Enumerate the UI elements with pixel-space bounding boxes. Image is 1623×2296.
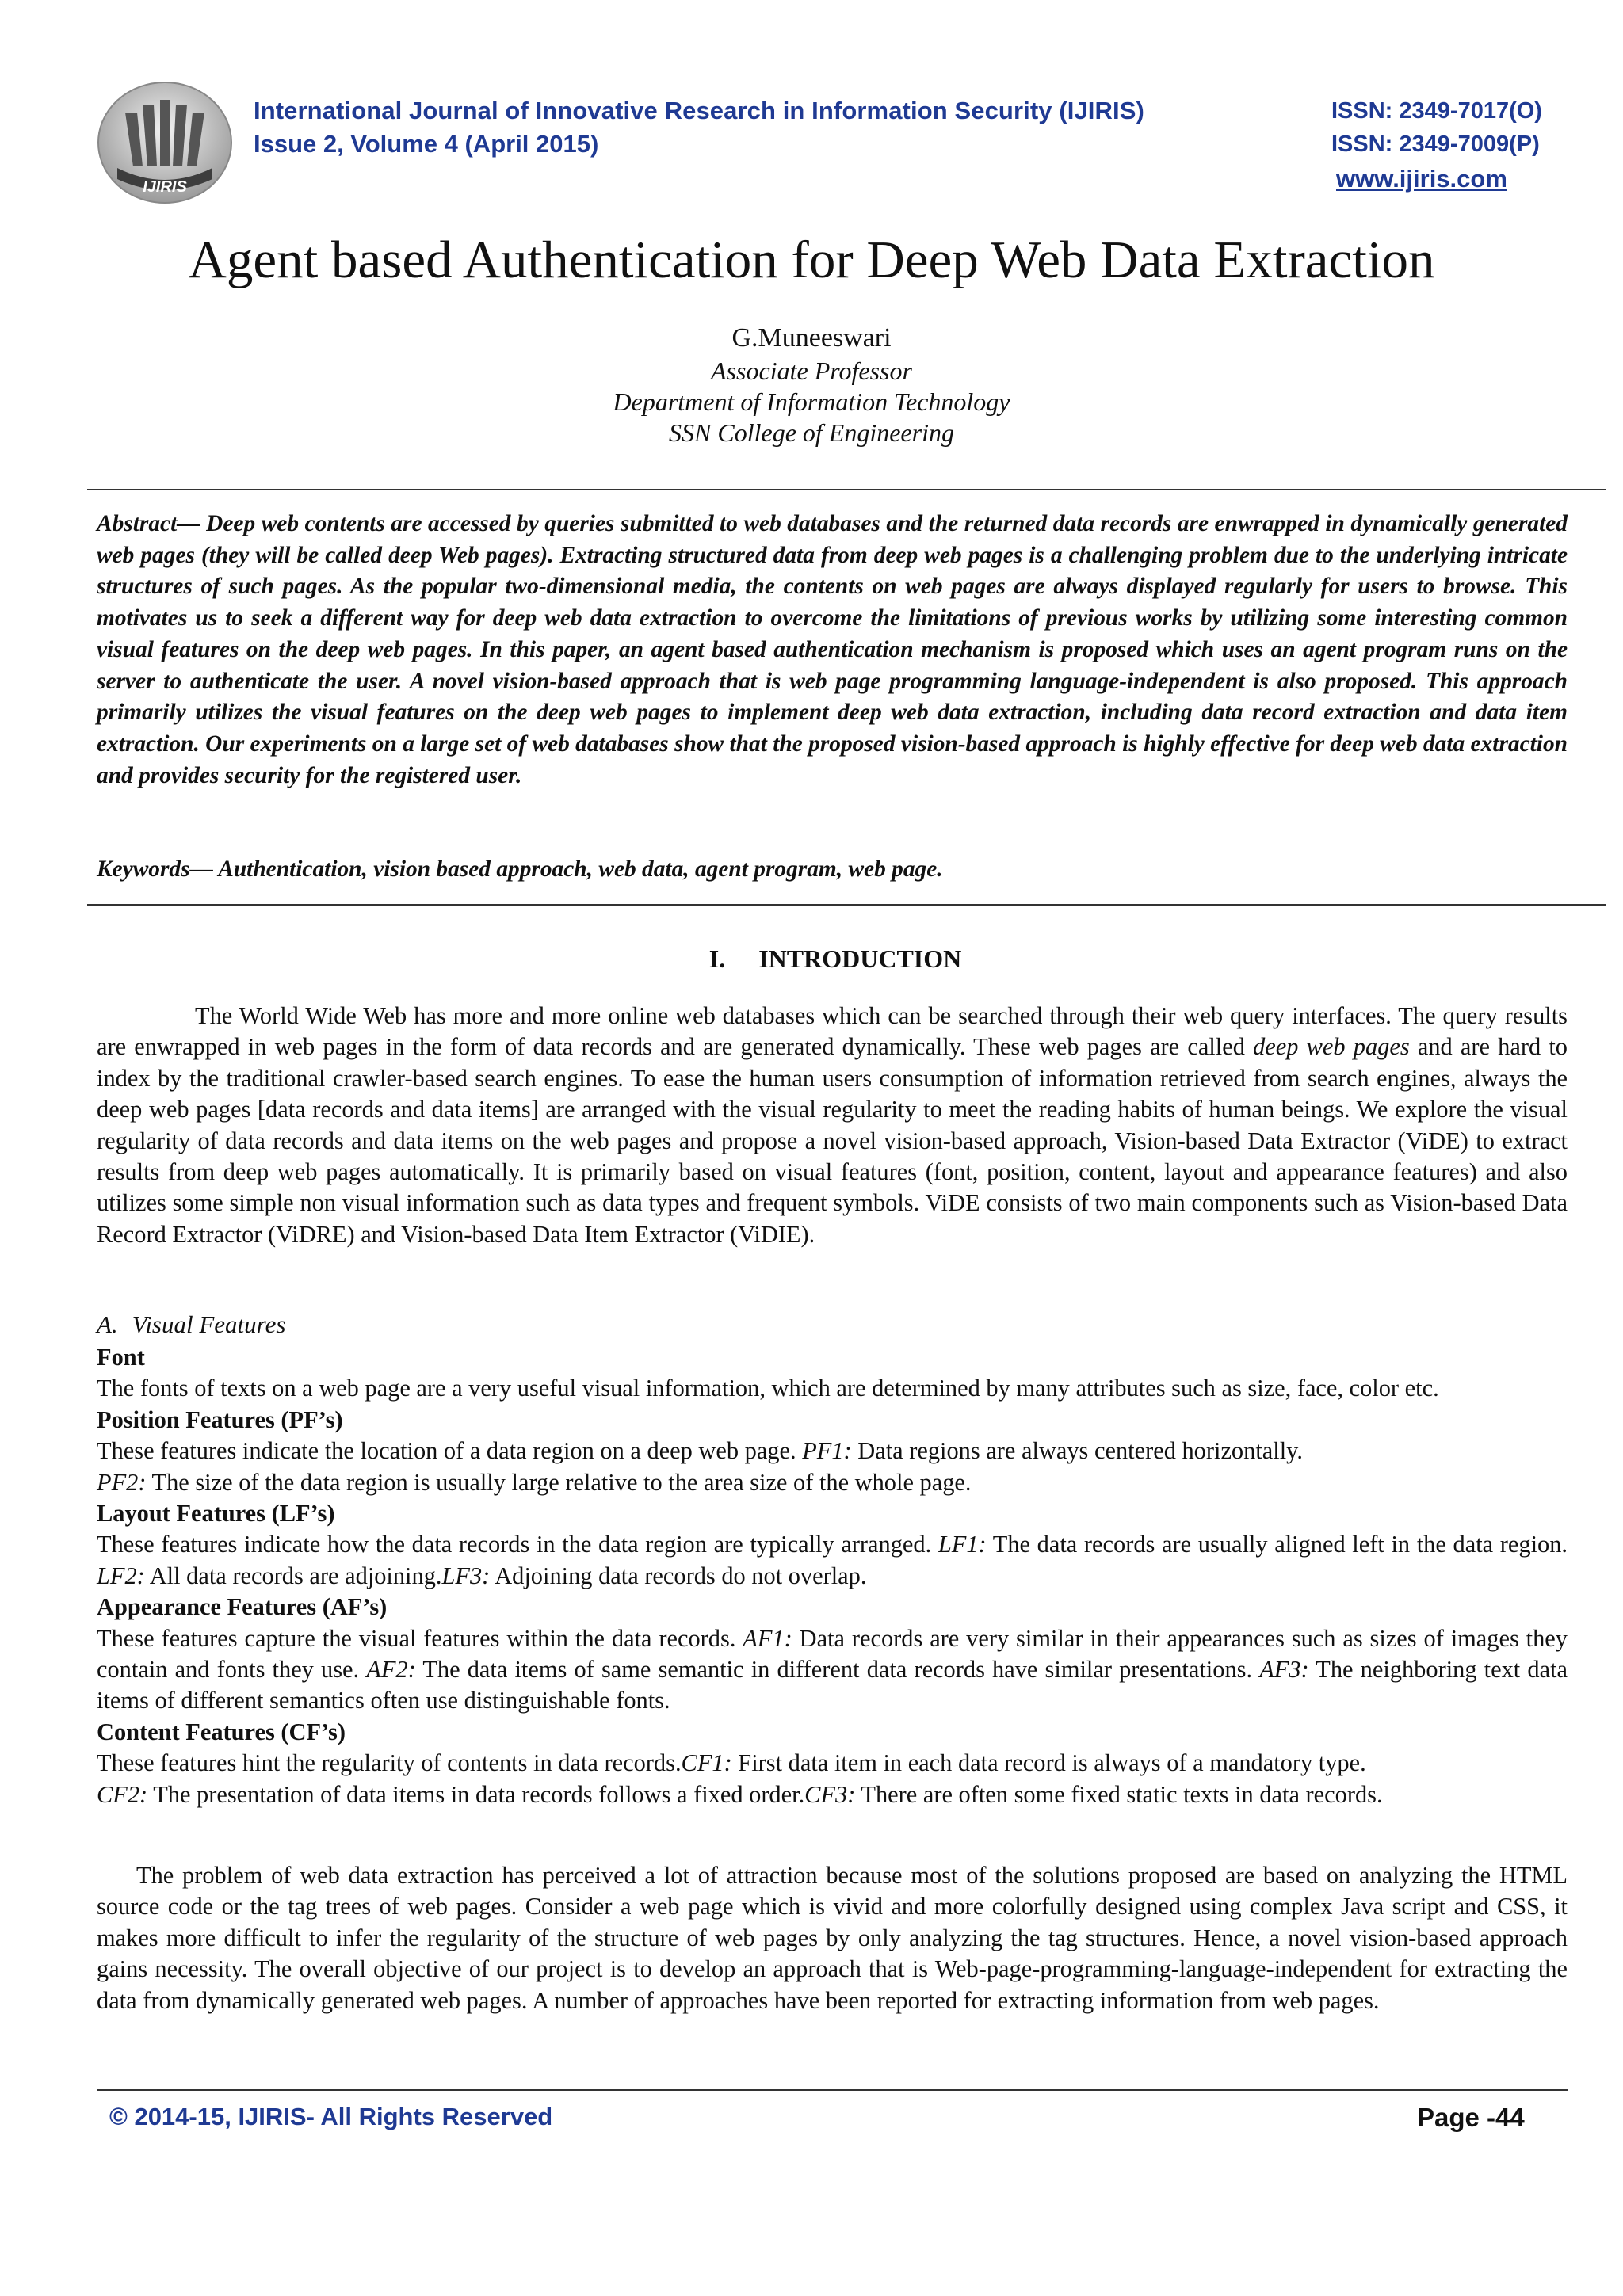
- feature-text-content: [97, 1748, 1568, 1810]
- abstract-text: Deep web contents are accessed by queries submitted to web databases and the returned data records are enwrapped in dynamically generated web pages (they will be called deep Web pages). Extracting structured data from deep web pages is a challenging problem due to the underlying intricate structures of such pages. As the popular two-dimensional media, the contents on web pages are always displayed regularly for users to browse. This motivates us to seek a different way for deep web data extraction to overcome the limitations of previous works by utilizing some interesting common visual features on the deep web pages. In this paper, an agent based authentication mechanism is proposed which uses an agent program runs on the server to authenticate the user. A novel vision-based approach that is web page programming language-independent is also proposed. This approach primarily utilizes the visual features on the deep web pages to implement deep web data extraction, including data record extraction and data item extraction. Our experiments on a large set of web databases show that the proposed vision-based approach is highly effective for deep web data extraction and provides security for the registered user.: [97, 511, 1568, 788]
- pf2-label: PF2:: [97, 1468, 147, 1496]
- pf2-text: The size of the data region is usually large relative to the area size of the whole page.: [146, 1468, 972, 1496]
- lf3-label: LF3:: [441, 1562, 491, 1589]
- lf2-label: LF2:: [97, 1562, 145, 1589]
- lf1-text: The data records are usually aligned left in the data region.: [986, 1531, 1568, 1558]
- cf1-label: CF1:: [681, 1749, 732, 1777]
- intro-paragraph: [97, 1001, 1568, 1250]
- author-department: Department of Information Technology: [613, 387, 1010, 416]
- subsection-title: Visual Features: [132, 1310, 286, 1338]
- feature-text-position: [97, 1436, 1568, 1498]
- lf-intro: These features indicate how the data records in the data region are typically arranged.: [97, 1531, 938, 1558]
- issn-print: ISSN: 2349-7009(P): [1331, 132, 1540, 157]
- af3-text: The neighboring text data items of different semantics often use distinguishable fonts.: [97, 1656, 1568, 1714]
- keywords-text: Authentication, vision based approach, web data, agent program, web page.: [212, 856, 943, 882]
- section-heading: [0, 944, 1623, 974]
- cf3-text: There are often some fixed static texts in data records.: [855, 1780, 1383, 1808]
- journal-issue: Issue 2, Volume 4 (April 2015): [254, 130, 599, 158]
- divider: [87, 904, 1606, 906]
- intro-text-b: and are hard to index by the traditional crawler-based search engines. To ease the human users consumption of information retrieved from search engines, always the deep web pages [data records and data items] are arranged with the visual regularity to meet the reading habits of human beings. We explore the visual regularity of data records and data items on the web pages and propose a novel vision-based approach, Vision-based Data Extractor (ViDE) to extract results from deep web pages automatically. It is primarily based on visual features (font, position, content, layout and appearance features) and also utilizes some simple non visual information such as data types and frequent symbols. ViDE consists of two main components such as Vision-based Data Record Extractor (ViDRE) and Vision-based Data Item Extractor (ViDIE).: [97, 1033, 1568, 1248]
- lf3-text: Adjoining data records do not overlap.: [490, 1562, 867, 1589]
- af-intro: These features capture the visual features within the data records.: [97, 1624, 743, 1652]
- section-title: INTRODUCTION: [758, 944, 962, 973]
- issn-online: ISSN: 2349-7017(O): [1331, 98, 1542, 124]
- abstract-label: Abstract—: [97, 511, 200, 536]
- cf-intro: These features hint the regularity of contents in data records.: [97, 1749, 682, 1777]
- journal-website-link[interactable]: www.ijiris.com: [1336, 165, 1507, 193]
- journal-logo: [94, 81, 236, 208]
- cf3-label: CF3:: [804, 1780, 856, 1808]
- footer-copyright: © 2014-15, IJIRIS- All Rights Reserved: [109, 2103, 553, 2130]
- divider: [87, 489, 1606, 490]
- feature-text-layout: [97, 1529, 1568, 1592]
- feature-heading-layout: Layout Features (LF’s): [97, 1500, 335, 1527]
- feature-text-font: The fonts of texts on a web page are a very useful visual information, which are determined by many attributes such as size, face, color etc.: [97, 1375, 1439, 1402]
- author-role: Associate Professor: [711, 357, 912, 385]
- closing-paragraph: The problem of web data extraction has perceived a lot of attraction because most of the solutions proposed are based on analyzing the HTML source code or the tag trees of web pages. Consider a web page which is vivid and more colorfully designed using complex Java script and CSS, it makes more difficult to infer the regularity of the structure of web pages by only analyzing the tag structures. Hence, a novel vision-based approach gains necessity. The overall objective of our project is to develop an approach that is Web-page-programming-language-independent for extracting the data from dynamically generated web pages. A number of approaches have been reported for extracting information from web pages.: [97, 1862, 1568, 2014]
- feature-text-appearance: [97, 1623, 1568, 1717]
- keywords: [97, 853, 1568, 885]
- feature-heading-font: Font: [97, 1344, 145, 1371]
- author-name: G.Muneeswari: [731, 323, 892, 353]
- pf1-text: Data regions are always centered horizontally.: [851, 1437, 1303, 1465]
- cf1-text: First data item in each data record is always of a mandatory type.: [731, 1749, 1366, 1777]
- pf1-label: PF1:: [802, 1437, 852, 1465]
- af1-text: Data records are very similar in their appearances such as sizes of images they contain and fonts they use.: [97, 1624, 1568, 1684]
- af3-label: AF3:: [1259, 1656, 1309, 1684]
- logo-text: IJIRIS: [143, 178, 187, 196]
- abstract: [97, 509, 1568, 791]
- subsection-number: A.: [97, 1310, 118, 1338]
- page-number: Page -44: [1417, 2103, 1525, 2132]
- lf1-label: LF1:: [938, 1531, 987, 1558]
- intro-term: deep web pages: [1253, 1033, 1410, 1061]
- feature-heading-appearance: Appearance Features (AF’s): [97, 1593, 388, 1621]
- journal-title: International Journal of Innovative Research in Information Security (IJIRIS): [254, 97, 1144, 124]
- cf2-label: CF2:: [97, 1780, 148, 1808]
- lf2-text: All data records are adjoining.: [144, 1562, 442, 1589]
- cf2-text: The presentation of data items in data records follows a fixed order.: [147, 1780, 805, 1808]
- feature-heading-position: Position Features (PF’s): [97, 1405, 343, 1433]
- author-institution: SSN College of Engineering: [669, 418, 954, 447]
- af2-text: The data items of same semantic in different data records have similar presentations.: [415, 1656, 1260, 1684]
- feature-heading-content: Content Features (CF’s): [97, 1718, 346, 1745]
- pf-intro: These features indicate the location of a data region on a deep web page.: [97, 1437, 803, 1465]
- footer-divider: [97, 2089, 1568, 2091]
- intro-text-a: The World Wide Web has more and more online web databases which can be searched through their web query interfaces. The query results are enwrapped in web pages in the form of data records and are generated dynamically. These web pages are called: [97, 1002, 1568, 1061]
- af2-label: AF2:: [366, 1656, 416, 1684]
- section-number: I.: [708, 944, 726, 973]
- af1-label: AF1:: [743, 1624, 792, 1652]
- paper-title: Agent based Authentication for Deep Web Data Extraction: [188, 231, 1435, 289]
- subsection-heading: [97, 1310, 285, 1339]
- visual-features-list: [97, 1342, 1568, 1810]
- keywords-label: Keywords—: [97, 856, 213, 882]
